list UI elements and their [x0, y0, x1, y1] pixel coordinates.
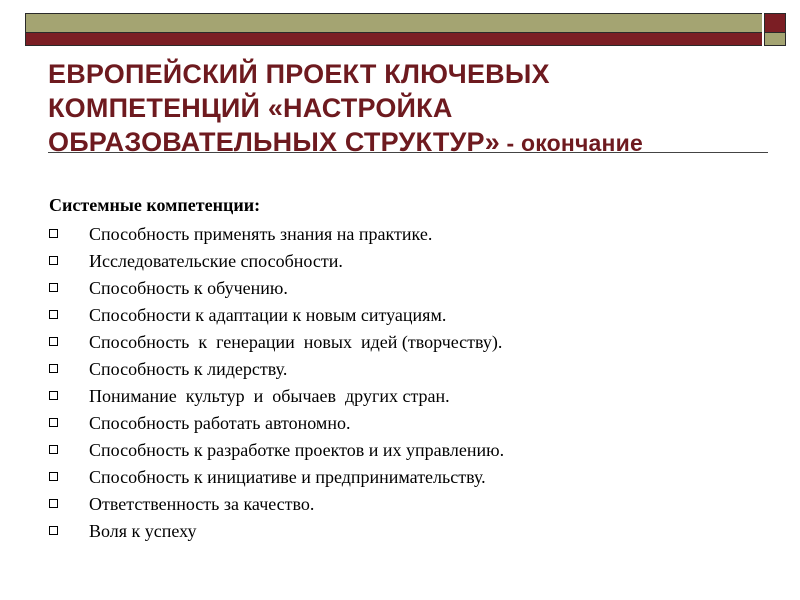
- square-bullet-icon: [49, 310, 58, 319]
- header-bar-olive: [25, 13, 762, 33]
- list-item-text: Исследовательские способности.: [89, 251, 343, 271]
- list-item-text: Способность к разработке проектов и их управлению.: [89, 440, 505, 460]
- title-suffix: - окончание: [499, 130, 643, 156]
- square-bullet-icon: [49, 337, 58, 346]
- list-item-text: Способности к адаптации к новым ситуациям.: [89, 305, 447, 325]
- list-item-text: Способность работать автономно.: [89, 413, 351, 433]
- square-bullet-icon: [49, 391, 58, 400]
- list-item-text: Способность к инициативе и предпринимательству.: [89, 467, 486, 487]
- list-item-text: Способность к генерации новых идей (творчеству).: [89, 332, 503, 352]
- title-line-1: ЕВРОПЕЙСКИЙ ПРОЕКТ КЛЮЧЕВЫХ: [48, 59, 550, 89]
- square-bullet-icon: [49, 445, 58, 454]
- title-line-3: [48, 125, 768, 160]
- slide-title: [48, 57, 768, 160]
- square-bullet-icon: [49, 256, 58, 265]
- header-square-olive: [764, 33, 786, 46]
- list-item-text: Способность к обучению.: [89, 278, 288, 298]
- list-item-text: Ответственность за качество.: [89, 494, 315, 514]
- square-bullet-icon: [49, 472, 58, 481]
- title-line-2: КОМПЕТЕНЦИЙ «НАСТРОЙКА: [48, 93, 453, 123]
- square-bullet-icon: [49, 229, 58, 238]
- list-item-text: Понимание культур и обычаев других стран.: [89, 386, 450, 406]
- list-item-text: Способность к лидерству.: [89, 359, 288, 379]
- square-bullet-icon: [49, 499, 58, 508]
- title-underline: [48, 152, 768, 153]
- list-item-text: Воля к успеху: [89, 521, 197, 541]
- square-bullet-icon: [49, 526, 58, 535]
- square-bullet-icon: [49, 364, 58, 373]
- list-item-text: Способность применять знания на практике.: [89, 224, 433, 244]
- square-bullet-icon: [49, 418, 58, 427]
- header-square-maroon: [764, 13, 786, 33]
- square-bullet-icon: [49, 283, 58, 292]
- section-heading: Системные компетенции:: [49, 195, 261, 215]
- title-line-3-text: ОБРАЗОВАТЕЛЬНЫХ СТРУКТУР»: [48, 127, 500, 157]
- header-bar-maroon: [25, 33, 762, 46]
